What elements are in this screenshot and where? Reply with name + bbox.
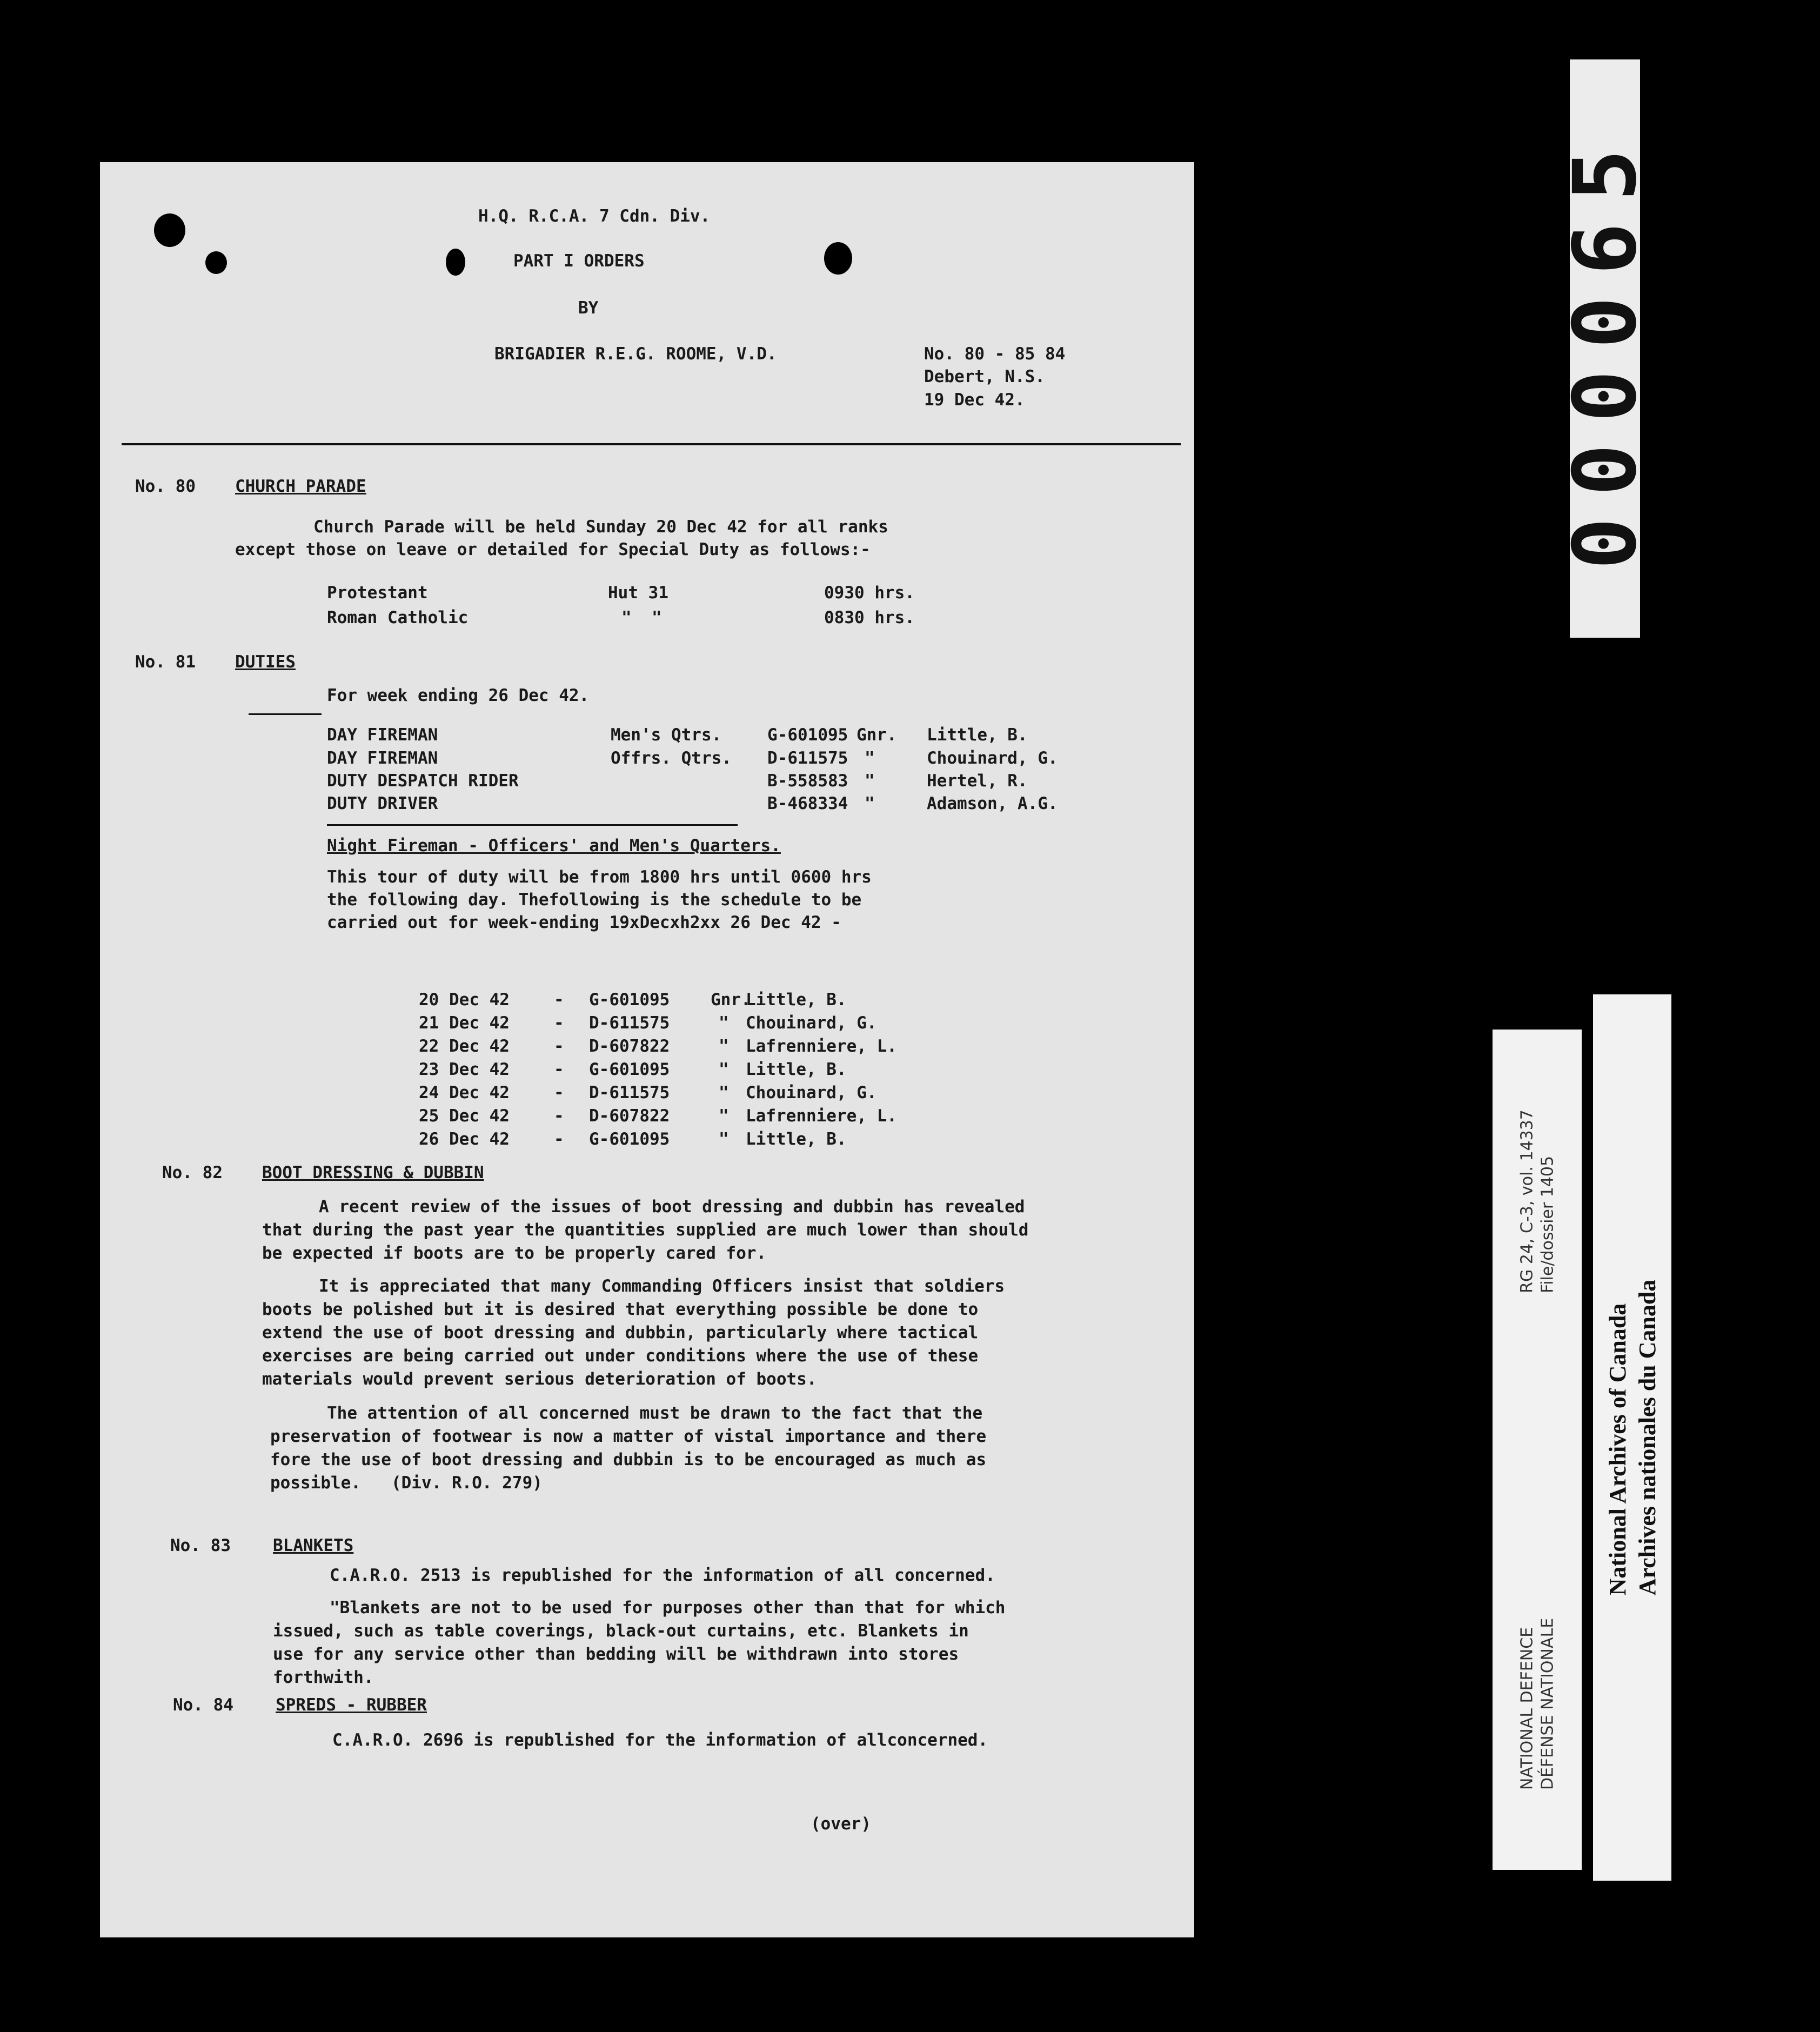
body-line: exercises are being carried out under conditions where the use of these	[262, 1346, 979, 1366]
header-brigadier: BRIGADIER R.E.G. ROOME, V.D.	[494, 344, 777, 364]
body-line: boots be polished but it is desired that everything possible be done to	[262, 1300, 979, 1319]
church-time: 0930 hrs.	[824, 583, 915, 603]
body-line: be expected if boots are to be properly cared for.	[262, 1244, 767, 1263]
duty-person: Adamson, A.G.	[927, 794, 1058, 813]
schedule-date: 20 Dec 42	[419, 990, 510, 1010]
header-place: Debert, N.S.	[924, 367, 1045, 386]
archive-name-label	[1593, 994, 1671, 1881]
schedule-dash: -	[554, 1013, 564, 1033]
header-by: BY	[578, 298, 599, 318]
header-rule	[122, 443, 1181, 445]
schedule-rank: "	[719, 1060, 729, 1079]
duty-name: DAY FIREMAN	[327, 748, 438, 768]
body-line: issued, such as table coverings, black-out curtains, etc. Blankets in	[273, 1621, 969, 1641]
duty-number: G-601095	[767, 725, 848, 745]
order-title: BLANKETS	[273, 1536, 354, 1555]
body-line: use for any service other than bedding will be withdrawn into stores	[273, 1645, 959, 1664]
duty-rank: "	[865, 794, 875, 813]
church-place: Hut 31	[608, 583, 668, 603]
over-note: (over)	[811, 1814, 871, 1834]
duty-name: DUTY DRIVER	[327, 794, 438, 813]
duty-number: B-468334	[767, 794, 848, 813]
order-number: No. 82	[162, 1163, 223, 1182]
church-denomination: Roman Catholic	[327, 608, 469, 627]
order-title: SPREDS - RUBBER	[276, 1695, 427, 1715]
duty-person: Hertel, R.	[927, 771, 1028, 791]
body-line: It is appreciated that many Commanding Officers insist that soldiers	[319, 1276, 1005, 1296]
schedule-dash: -	[554, 1129, 564, 1149]
punch-hole	[446, 249, 465, 276]
duty-name: DAY FIREMAN	[327, 725, 438, 745]
frame-number-text: 000065	[1554, 128, 1656, 570]
schedule-date: 22 Dec 42	[419, 1037, 510, 1056]
order-number: No. 81	[135, 652, 196, 672]
body-line: that during the past year the quantities supplied are much lower than should	[262, 1220, 1029, 1240]
duty-number: D-611575	[767, 748, 848, 768]
duty-name: DUTY DESPATCH RIDER	[327, 771, 519, 791]
schedule-dash: -	[554, 1060, 564, 1079]
body-line: C.A.R.O. 2696 is republished for the information of allconcerned.	[332, 1730, 988, 1750]
punch-hole	[154, 213, 185, 247]
night-fireman-title: Night Fireman - Officers' and Men's Quarters.	[327, 836, 781, 855]
duty-person: Little, B.	[927, 725, 1028, 745]
schedule-person: Little, B.	[746, 990, 847, 1010]
schedule-dash: -	[554, 1106, 564, 1126]
body-line: extend the use of boot dressing and dubbin, particularly where tactical	[262, 1323, 979, 1342]
order-title: DUTIES	[235, 652, 296, 672]
schedule-number: G-601095	[589, 1060, 670, 1079]
schedule-date: 23 Dec 42	[419, 1060, 510, 1079]
duties-underline	[249, 713, 322, 715]
order-title: CHURCH PARADE	[235, 477, 366, 496]
duty-rank: Gnr.	[857, 725, 897, 745]
body-line: forthwith.	[273, 1668, 374, 1687]
duty-number: B-558583	[767, 771, 848, 791]
schedule-person: Little, B.	[746, 1060, 847, 1079]
schedule-rank: "	[719, 1013, 729, 1033]
schedule-person: Lafrenniere, L.	[746, 1106, 897, 1126]
body-line: This tour of duty will be from 1800 hrs until 0600 hrs	[327, 867, 872, 887]
body-line: The attention of all concerned must be drawn to the fact that the	[327, 1403, 983, 1423]
body-line: possible. (Div. R.O. 279)	[270, 1473, 543, 1493]
reference-line: RG 24, C-3, vol. 14337	[1517, 1109, 1536, 1293]
frame-number	[1554, 59, 1656, 638]
body-line: the following day. Thefollowing is the schedule to be	[327, 890, 862, 910]
schedule-number: D-611575	[589, 1013, 670, 1033]
schedule-dash: -	[554, 1037, 564, 1056]
order-number: No. 80	[135, 477, 196, 496]
schedule-rank: "	[719, 1083, 729, 1102]
duty-quarters: Men's Qtrs.	[611, 725, 722, 745]
schedule-rank: "	[719, 1106, 729, 1126]
schedule-dash: -	[554, 990, 564, 1010]
archive-name-en: National Archives of Canada	[1604, 1303, 1631, 1596]
schedule-person: Chouinard, G.	[746, 1013, 877, 1033]
schedule-rank: "	[719, 1037, 729, 1056]
schedule-rank: "	[719, 1129, 729, 1149]
body-line: materials would prevent serious deterioration of boots.	[262, 1369, 817, 1389]
body-line: carried out for week-ending 19xDecxh2xx 26 Dec 42 -	[327, 913, 841, 932]
schedule-number: G-601095	[589, 1129, 670, 1149]
schedule-dash: -	[554, 1083, 564, 1102]
schedule-number: G-601095	[589, 990, 670, 1010]
header-part: PART I ORDERS	[513, 251, 645, 271]
church-denomination: Protestant	[327, 583, 428, 603]
schedule-person: Chouinard, G.	[746, 1083, 877, 1102]
schedule-person: Lafrenniere, L.	[746, 1037, 897, 1056]
duty-person: Chouinard, G.	[927, 748, 1058, 768]
header-number: No. 80 - 85 84	[924, 344, 1066, 364]
duties-rule	[327, 824, 738, 826]
body-line: except those on leave or detailed for Special Duty as follows:-	[235, 540, 871, 559]
schedule-date: 25 Dec 42	[419, 1106, 510, 1126]
body-line: C.A.R.O. 2513 is republished for the information of all concerned.	[330, 1566, 995, 1585]
duty-rank: "	[865, 771, 875, 791]
schedule-date: 21 Dec 42	[419, 1013, 510, 1033]
schedule-date: 24 Dec 42	[419, 1083, 510, 1102]
church-place: " "	[621, 608, 662, 627]
department-line: DÉFENSE NATIONALE	[1537, 1617, 1557, 1790]
schedule-number: D-607822	[589, 1106, 670, 1126]
header-date: 19 Dec 42.	[924, 390, 1025, 410]
body-line: A recent review of the issues of boot dressing and dubbin has revealed	[319, 1197, 1025, 1216]
order-title: BOOT DRESSING & DUBBIN	[262, 1163, 484, 1182]
church-time: 0830 hrs.	[824, 608, 915, 627]
document-page	[100, 162, 1194, 1937]
body-line: fore the use of boot dressing and dubbin is to be encouraged as much as	[270, 1450, 987, 1469]
archive-reference-label	[1493, 1030, 1582, 1870]
punch-hole	[205, 251, 227, 274]
duty-quarters: Offrs. Qtrs.	[611, 748, 732, 768]
schedule-rank: Gnr.	[711, 990, 751, 1010]
department-line: NATIONAL DEFENCE	[1517, 1627, 1536, 1790]
duty-rank: "	[865, 748, 875, 768]
order-number: No. 83	[170, 1536, 231, 1555]
order-number: No. 84	[173, 1695, 233, 1715]
schedule-number: D-607822	[589, 1037, 670, 1056]
schedule-date: 26 Dec 42	[419, 1129, 510, 1149]
body-line: Church Parade will be held Sunday 20 Dec 42 for all ranks	[313, 517, 888, 537]
reference-line: File/dossier 1405	[1537, 1155, 1557, 1293]
schedule-person: Little, B.	[746, 1129, 847, 1149]
body-line: preservation of footwear is now a matter of vistal importance and there	[270, 1427, 987, 1446]
header-hq: H.Q. R.C.A. 7 Cdn. Div.	[478, 206, 711, 226]
archive-name-fr: Archives nationales du Canada	[1634, 1279, 1661, 1596]
punch-hole	[824, 242, 852, 275]
body-line: "Blankets are not to be used for purposes other than that for which	[330, 1598, 1006, 1617]
duties-week: For week ending 26 Dec 42.	[327, 686, 590, 705]
schedule-number: D-611575	[589, 1083, 670, 1102]
